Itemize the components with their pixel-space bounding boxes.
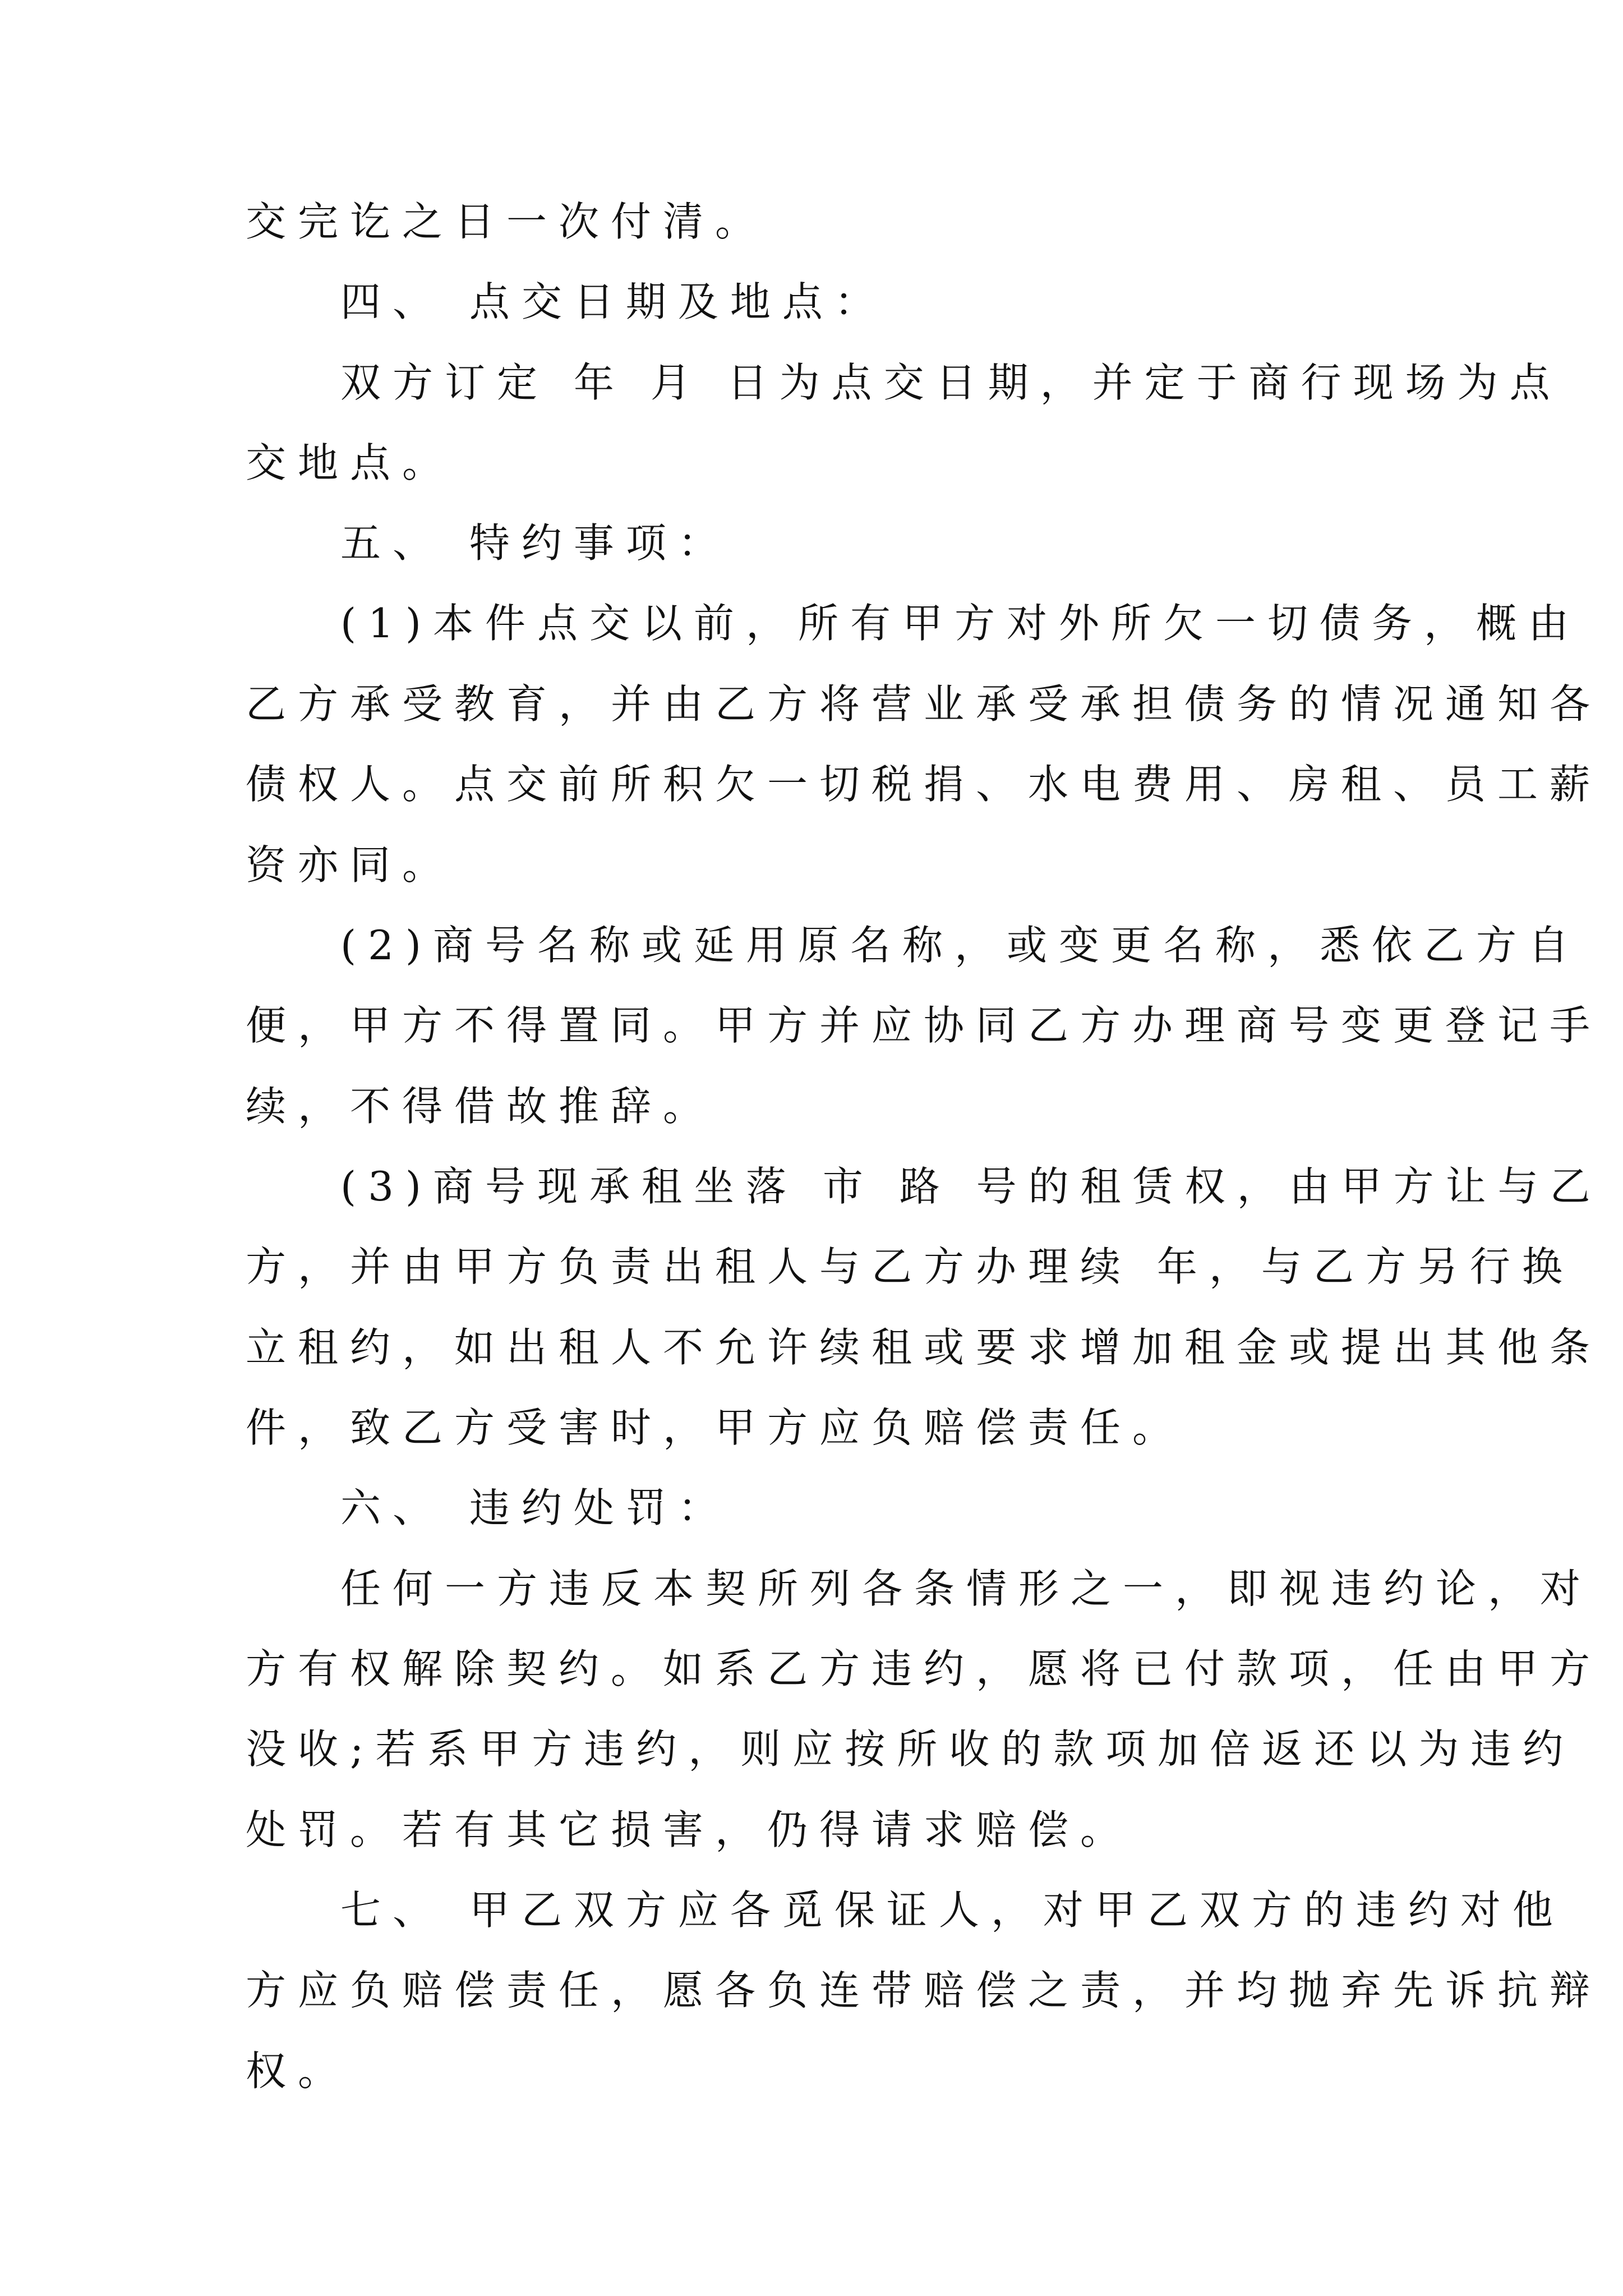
text-line: 续，不得借故推辞。	[246, 1083, 716, 1130]
text-line: 方，并由甲方负责出租人与乙方办理续 年，与乙方另行换	[246, 1243, 1574, 1290]
text-line: 便，甲方不得置同。甲方并应协同乙方办理商号变更登记手	[246, 1002, 1602, 1049]
text-line: (2)商号名称或延用原名称，或变更名称，悉依乙方自	[340, 922, 1580, 969]
text-line: 交完讫之日一次付清。	[246, 198, 768, 245]
section-heading: 六、 违约处罚：	[340, 1484, 730, 1531]
section-heading: 五、 特约事项：	[340, 519, 730, 567]
text-line: 资亦同。	[246, 841, 455, 889]
text-line: 债权人。点交前所积欠一切税捐、水电费用、房租、员工薪	[246, 761, 1602, 808]
section-heading: 四、 点交日期及地点：	[340, 278, 887, 325]
text-line: 权。	[246, 2047, 351, 2095]
text-line: (3)商号现承租坐落 市 路 号的租赁权，由甲方让与乙	[340, 1163, 1602, 1210]
text-line: (1)本件点交以前，所有甲方对外所欠一切债务，概由	[340, 600, 1580, 647]
text-line: 处罚。若有其它损害，仍得请求赔偿。	[246, 1806, 1133, 1853]
text-line: 方有权解除契约。如系乙方违约，愿将已付款项，任由甲方	[246, 1645, 1602, 1692]
text-line: 交地点。	[246, 439, 455, 486]
text-line: 双方订定 年 月 日为点交日期，并定于商行现场为点	[340, 359, 1562, 406]
text-line: 立租约，如出租人不允许续租或要求增加租金或提出其他条	[246, 1324, 1602, 1371]
section-heading: 七、 甲乙双方应各觅保证人，对甲乙双方的违约对他	[340, 1887, 1565, 1934]
text-line: 任何一方违反本契所列各条情形之一，即视违约论，对	[340, 1565, 1593, 1612]
text-line: 件，致乙方受害时，甲方应负赔偿责任。	[246, 1404, 1185, 1451]
text-line: 方应负赔偿责任，愿各负连带赔偿之责，并均抛弃先诉抗辩	[246, 1967, 1602, 2014]
text-line: 乙方承受教育，并由乙方将营业承受承担债务的情况通知各	[246, 680, 1602, 728]
text-line: 没收;若系甲方违约，则应按所收的款项加倍返还以为违约	[246, 1726, 1575, 1773]
